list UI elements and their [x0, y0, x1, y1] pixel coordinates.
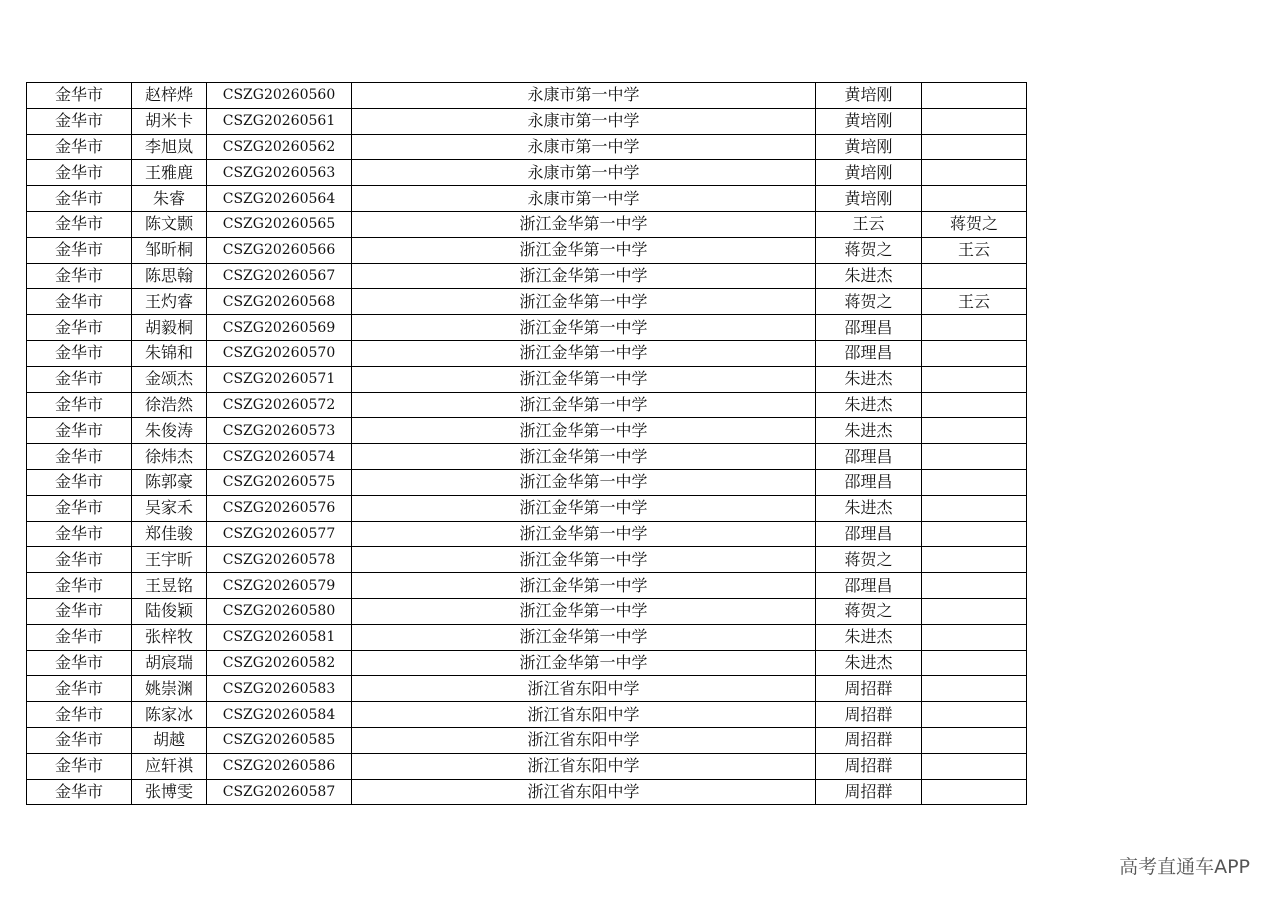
student-name-cell: 朱睿	[132, 186, 207, 212]
exam-id-cell: CSZG20260584	[207, 702, 352, 728]
second-coach-cell	[922, 495, 1027, 521]
city-cell: 金华市	[27, 315, 132, 341]
coach-cell: 朱进杰	[816, 650, 922, 676]
coach-cell: 朱进杰	[816, 624, 922, 650]
exam-id-cell: CSZG20260586	[207, 753, 352, 779]
exam-id-cell: CSZG20260561	[207, 108, 352, 134]
coach-cell: 蒋贺之	[816, 237, 922, 263]
student-name-cell: 徐浩然	[132, 392, 207, 418]
exam-id-cell: CSZG20260582	[207, 650, 352, 676]
exam-id-cell: CSZG20260581	[207, 624, 352, 650]
table-row	[27, 366, 1027, 392]
table-row	[27, 186, 1027, 212]
table-row	[27, 521, 1027, 547]
coach-cell: 朱进杰	[816, 366, 922, 392]
table-row	[27, 108, 1027, 134]
school-cell: 浙江金华第一中学	[352, 366, 816, 392]
exam-id-cell: CSZG20260569	[207, 315, 352, 341]
school-cell: 浙江金华第一中学	[352, 392, 816, 418]
school-cell: 浙江金华第一中学	[352, 444, 816, 470]
second-coach-cell	[922, 392, 1027, 418]
school-cell: 永康市第一中学	[352, 108, 816, 134]
student-name-cell: 徐炜杰	[132, 444, 207, 470]
student-name-cell: 李旭岚	[132, 134, 207, 160]
coach-cell: 周招群	[816, 676, 922, 702]
second-coach-cell	[922, 418, 1027, 444]
student-name-cell: 胡毅桐	[132, 315, 207, 341]
second-coach-cell	[922, 676, 1027, 702]
student-name-cell: 陈思翰	[132, 263, 207, 289]
student-name-cell: 邹昕桐	[132, 237, 207, 263]
coach-cell: 周招群	[816, 753, 922, 779]
city-cell: 金华市	[27, 83, 132, 109]
city-cell: 金华市	[27, 263, 132, 289]
exam-id-cell: CSZG20260560	[207, 83, 352, 109]
coach-cell: 朱进杰	[816, 263, 922, 289]
table-row	[27, 237, 1027, 263]
city-cell: 金华市	[27, 676, 132, 702]
second-coach-cell: 王云	[922, 237, 1027, 263]
table-row	[27, 160, 1027, 186]
city-cell: 金华市	[27, 547, 132, 573]
school-cell: 浙江金华第一中学	[352, 263, 816, 289]
school-cell: 浙江金华第一中学	[352, 547, 816, 573]
coach-cell: 黄培刚	[816, 160, 922, 186]
student-name-cell: 张博雯	[132, 779, 207, 805]
student-name-cell: 应轩祺	[132, 753, 207, 779]
city-cell: 金华市	[27, 392, 132, 418]
city-cell: 金华市	[27, 160, 132, 186]
city-cell: 金华市	[27, 366, 132, 392]
exam-id-cell: CSZG20260576	[207, 495, 352, 521]
student-name-cell: 张梓牧	[132, 624, 207, 650]
coach-cell: 周招群	[816, 702, 922, 728]
second-coach-cell	[922, 573, 1027, 599]
second-coach-cell	[922, 753, 1027, 779]
coach-cell: 邵理昌	[816, 573, 922, 599]
student-name-cell: 王灼睿	[132, 289, 207, 315]
school-cell: 浙江金华第一中学	[352, 315, 816, 341]
second-coach-cell	[922, 366, 1027, 392]
city-cell: 金华市	[27, 573, 132, 599]
city-cell: 金华市	[27, 134, 132, 160]
coach-cell: 朱进杰	[816, 495, 922, 521]
table-row	[27, 676, 1027, 702]
coach-cell: 蒋贺之	[816, 598, 922, 624]
table-row	[27, 315, 1027, 341]
coach-cell: 黄培刚	[816, 108, 922, 134]
exam-id-cell: CSZG20260570	[207, 340, 352, 366]
student-name-cell: 金颂杰	[132, 366, 207, 392]
second-coach-cell	[922, 444, 1027, 470]
exam-id-cell: CSZG20260567	[207, 263, 352, 289]
table-row	[27, 727, 1027, 753]
table-row	[27, 418, 1027, 444]
city-cell: 金华市	[27, 753, 132, 779]
exam-id-cell: CSZG20260566	[207, 237, 352, 263]
roster-table-body	[27, 83, 1027, 805]
school-cell: 浙江金华第一中学	[352, 211, 816, 237]
exam-id-cell: CSZG20260575	[207, 469, 352, 495]
school-cell: 永康市第一中学	[352, 160, 816, 186]
table-row	[27, 624, 1027, 650]
student-name-cell: 王宇昕	[132, 547, 207, 573]
table-row	[27, 263, 1027, 289]
coach-cell: 邵理昌	[816, 521, 922, 547]
exam-id-cell: CSZG20260578	[207, 547, 352, 573]
table-row	[27, 702, 1027, 728]
table-row	[27, 134, 1027, 160]
table-row	[27, 83, 1027, 109]
city-cell: 金华市	[27, 521, 132, 547]
city-cell: 金华市	[27, 624, 132, 650]
student-name-cell: 吴家禾	[132, 495, 207, 521]
exam-id-cell: CSZG20260562	[207, 134, 352, 160]
coach-cell: 黄培刚	[816, 186, 922, 212]
student-name-cell: 陈文颢	[132, 211, 207, 237]
table-row	[27, 392, 1027, 418]
city-cell: 金华市	[27, 727, 132, 753]
exam-id-cell: CSZG20260580	[207, 598, 352, 624]
second-coach-cell	[922, 186, 1027, 212]
city-cell: 金华市	[27, 598, 132, 624]
table-row	[27, 598, 1027, 624]
city-cell: 金华市	[27, 289, 132, 315]
coach-cell: 黄培刚	[816, 83, 922, 109]
coach-cell: 蒋贺之	[816, 547, 922, 573]
exam-id-cell: CSZG20260563	[207, 160, 352, 186]
coach-cell: 邵理昌	[816, 469, 922, 495]
second-coach-cell	[922, 702, 1027, 728]
exam-id-cell: CSZG20260583	[207, 676, 352, 702]
coach-cell: 周招群	[816, 779, 922, 805]
city-cell: 金华市	[27, 444, 132, 470]
student-name-cell: 陈郭豪	[132, 469, 207, 495]
city-cell: 金华市	[27, 340, 132, 366]
second-coach-cell	[922, 340, 1027, 366]
school-cell: 浙江金华第一中学	[352, 289, 816, 315]
table-row	[27, 444, 1027, 470]
exam-id-cell: CSZG20260573	[207, 418, 352, 444]
school-cell: 浙江金华第一中学	[352, 573, 816, 599]
student-name-cell: 王雅鹿	[132, 160, 207, 186]
student-name-cell: 胡越	[132, 727, 207, 753]
second-coach-cell	[922, 83, 1027, 109]
city-cell: 金华市	[27, 211, 132, 237]
second-coach-cell	[922, 134, 1027, 160]
city-cell: 金华市	[27, 495, 132, 521]
table-row	[27, 547, 1027, 573]
watermark-text: 高考直通车APP	[1119, 856, 1250, 878]
student-name-cell: 朱俊涛	[132, 418, 207, 444]
city-cell: 金华市	[27, 469, 132, 495]
city-cell: 金华市	[27, 702, 132, 728]
second-coach-cell	[922, 727, 1027, 753]
student-name-cell: 郑佳骏	[132, 521, 207, 547]
coach-cell: 邵理昌	[816, 444, 922, 470]
school-cell: 浙江金华第一中学	[352, 624, 816, 650]
school-cell: 永康市第一中学	[352, 83, 816, 109]
second-coach-cell: 王云	[922, 289, 1027, 315]
second-coach-cell	[922, 521, 1027, 547]
exam-id-cell: CSZG20260574	[207, 444, 352, 470]
school-cell: 浙江省东阳中学	[352, 779, 816, 805]
table-row	[27, 340, 1027, 366]
exam-id-cell: CSZG20260587	[207, 779, 352, 805]
table-row	[27, 753, 1027, 779]
student-name-cell: 胡米卡	[132, 108, 207, 134]
exam-id-cell: CSZG20260585	[207, 727, 352, 753]
city-cell: 金华市	[27, 186, 132, 212]
student-name-cell: 胡宸瑞	[132, 650, 207, 676]
coach-cell: 王云	[816, 211, 922, 237]
table-row	[27, 650, 1027, 676]
second-coach-cell	[922, 598, 1027, 624]
school-cell: 浙江省东阳中学	[352, 727, 816, 753]
second-coach-cell	[922, 263, 1027, 289]
school-cell: 浙江省东阳中学	[352, 753, 816, 779]
school-cell: 浙江金华第一中学	[352, 521, 816, 547]
school-cell: 浙江金华第一中学	[352, 237, 816, 263]
table-row	[27, 211, 1027, 237]
student-name-cell: 陈家冰	[132, 702, 207, 728]
exam-id-cell: CSZG20260568	[207, 289, 352, 315]
coach-cell: 邵理昌	[816, 340, 922, 366]
exam-id-cell: CSZG20260565	[207, 211, 352, 237]
school-cell: 浙江金华第一中学	[352, 469, 816, 495]
table-row	[27, 289, 1027, 315]
student-name-cell: 陆俊颖	[132, 598, 207, 624]
second-coach-cell	[922, 624, 1027, 650]
table-row	[27, 779, 1027, 805]
second-coach-cell	[922, 779, 1027, 805]
exam-id-cell: CSZG20260577	[207, 521, 352, 547]
coach-cell: 朱进杰	[816, 392, 922, 418]
table-row	[27, 469, 1027, 495]
second-coach-cell	[922, 469, 1027, 495]
coach-cell: 黄培刚	[816, 134, 922, 160]
roster-table	[26, 82, 1027, 805]
coach-cell: 周招群	[816, 727, 922, 753]
student-name-cell: 朱锦和	[132, 340, 207, 366]
table-row	[27, 495, 1027, 521]
school-cell: 浙江金华第一中学	[352, 650, 816, 676]
school-cell: 浙江金华第一中学	[352, 598, 816, 624]
second-coach-cell	[922, 315, 1027, 341]
exam-id-cell: CSZG20260572	[207, 392, 352, 418]
city-cell: 金华市	[27, 650, 132, 676]
student-name-cell: 赵梓烨	[132, 83, 207, 109]
exam-id-cell: CSZG20260571	[207, 366, 352, 392]
school-cell: 浙江省东阳中学	[352, 676, 816, 702]
school-cell: 浙江金华第一中学	[352, 495, 816, 521]
coach-cell: 朱进杰	[816, 418, 922, 444]
exam-id-cell: CSZG20260579	[207, 573, 352, 599]
school-cell: 浙江金华第一中学	[352, 340, 816, 366]
school-cell: 浙江金华第一中学	[352, 418, 816, 444]
coach-cell: 蒋贺之	[816, 289, 922, 315]
school-cell: 永康市第一中学	[352, 134, 816, 160]
exam-id-cell: CSZG20260564	[207, 186, 352, 212]
table-row	[27, 573, 1027, 599]
second-coach-cell	[922, 160, 1027, 186]
city-cell: 金华市	[27, 779, 132, 805]
city-cell: 金华市	[27, 237, 132, 263]
school-cell: 浙江省东阳中学	[352, 702, 816, 728]
city-cell: 金华市	[27, 418, 132, 444]
second-coach-cell: 蒋贺之	[922, 211, 1027, 237]
second-coach-cell	[922, 650, 1027, 676]
second-coach-cell	[922, 108, 1027, 134]
student-name-cell: 姚崇渊	[132, 676, 207, 702]
city-cell: 金华市	[27, 108, 132, 134]
coach-cell: 邵理昌	[816, 315, 922, 341]
school-cell: 永康市第一中学	[352, 186, 816, 212]
second-coach-cell	[922, 547, 1027, 573]
student-name-cell: 王昱铭	[132, 573, 207, 599]
